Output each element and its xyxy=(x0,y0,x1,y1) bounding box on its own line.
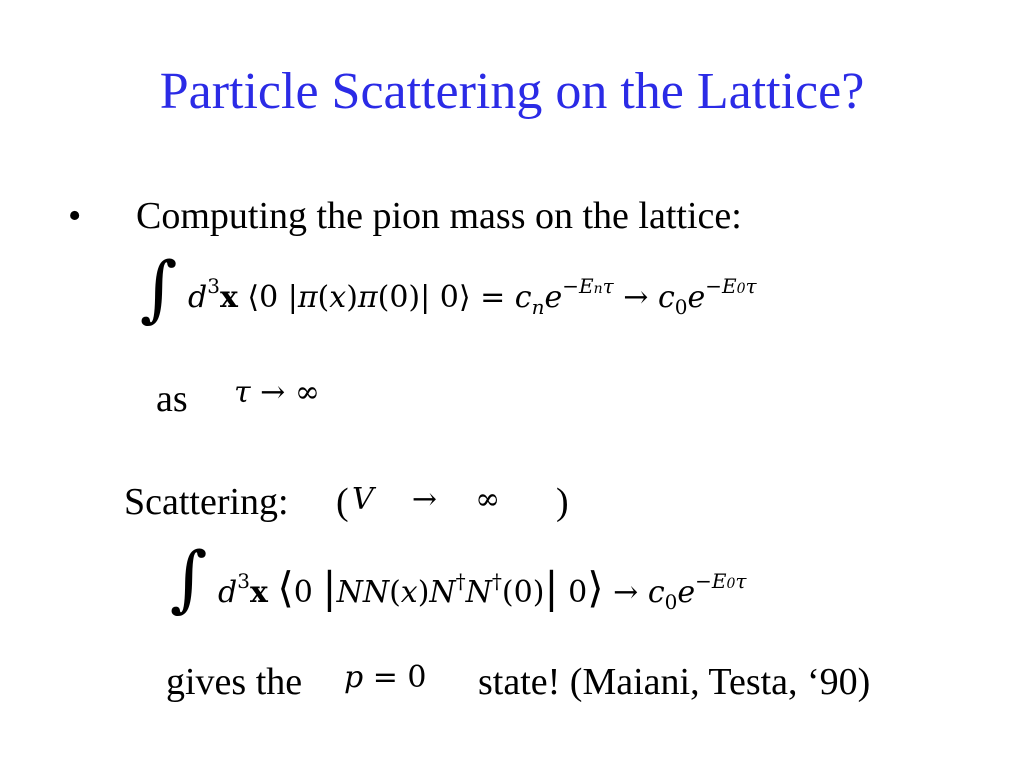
bullet-text: Computing the pion mass on the lattice: xyxy=(136,195,742,237)
state-citation-text: state! (Maiani, Testa, ‘90) xyxy=(478,661,871,703)
bullet-marker: • xyxy=(68,195,82,237)
tau-limit-math: τ → ∞ xyxy=(234,375,320,410)
scattering-paren-close: ) xyxy=(556,481,569,523)
as-label: as xyxy=(156,378,188,420)
scattering-paren-open: ( xyxy=(336,481,349,523)
slide-title: Particle Scattering on the Lattice? xyxy=(159,63,865,120)
volume-limit-math: V → ∞ xyxy=(352,482,501,517)
gives-the-label: gives the xyxy=(166,661,303,703)
scattering-label: Scattering: xyxy=(124,481,289,523)
p-equals-zero-math: p = 0 xyxy=(344,660,427,695)
